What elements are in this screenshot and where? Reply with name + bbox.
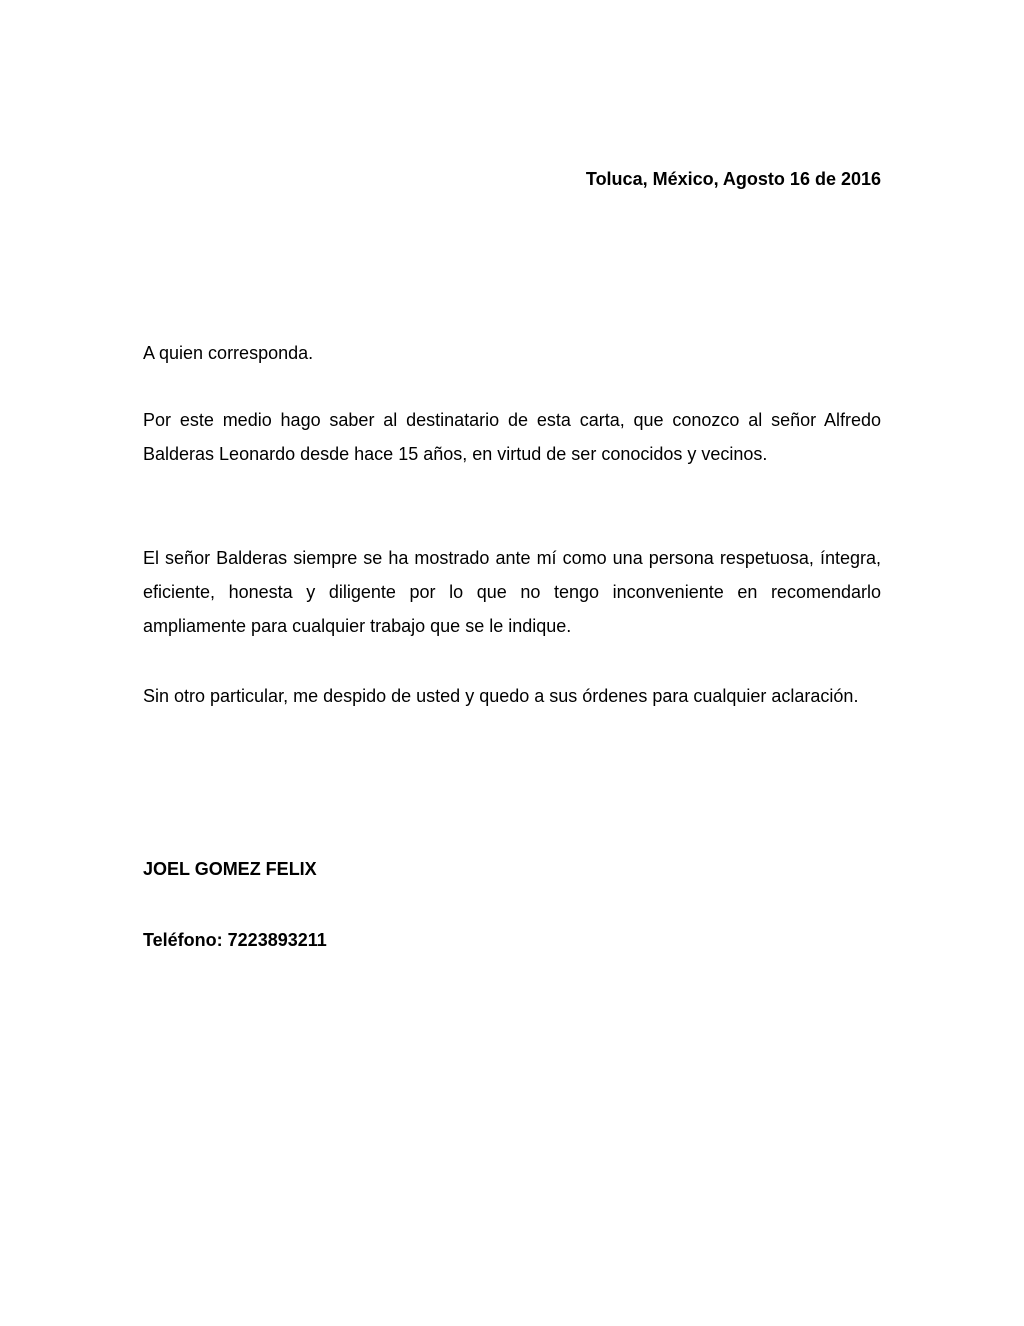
paragraph-recommendation: El señor Balderas siempre se ha mostrado ante mí como una persona respetuosa, íntegra, eficiente, honesta y diligente por lo que no tengo inconveniente en recomendarlo ampliamente para cualquier trabajo que se le indique. <box>143 548 881 636</box>
paragraph-introduction: Por este medio hago saber al destinatario de esta carta, que conozco al señor Alfredo Balderas Leonardo desde hace 15 años, en virtud de ser conocidos y vecinos. <box>143 410 881 464</box>
paragraph-closing: Sin otro particular, me despido de usted y quedo a sus órdenes para cualquier aclaración. <box>143 686 859 706</box>
salutation: A quien corresponda. <box>143 343 314 363</box>
signer-name: JOEL GOMEZ FELIX <box>143 859 317 879</box>
phone-line: Teléfono: 7223893211 <box>143 930 327 950</box>
date-line: Toluca, México, Agosto 16 de 2016 <box>585 169 881 189</box>
